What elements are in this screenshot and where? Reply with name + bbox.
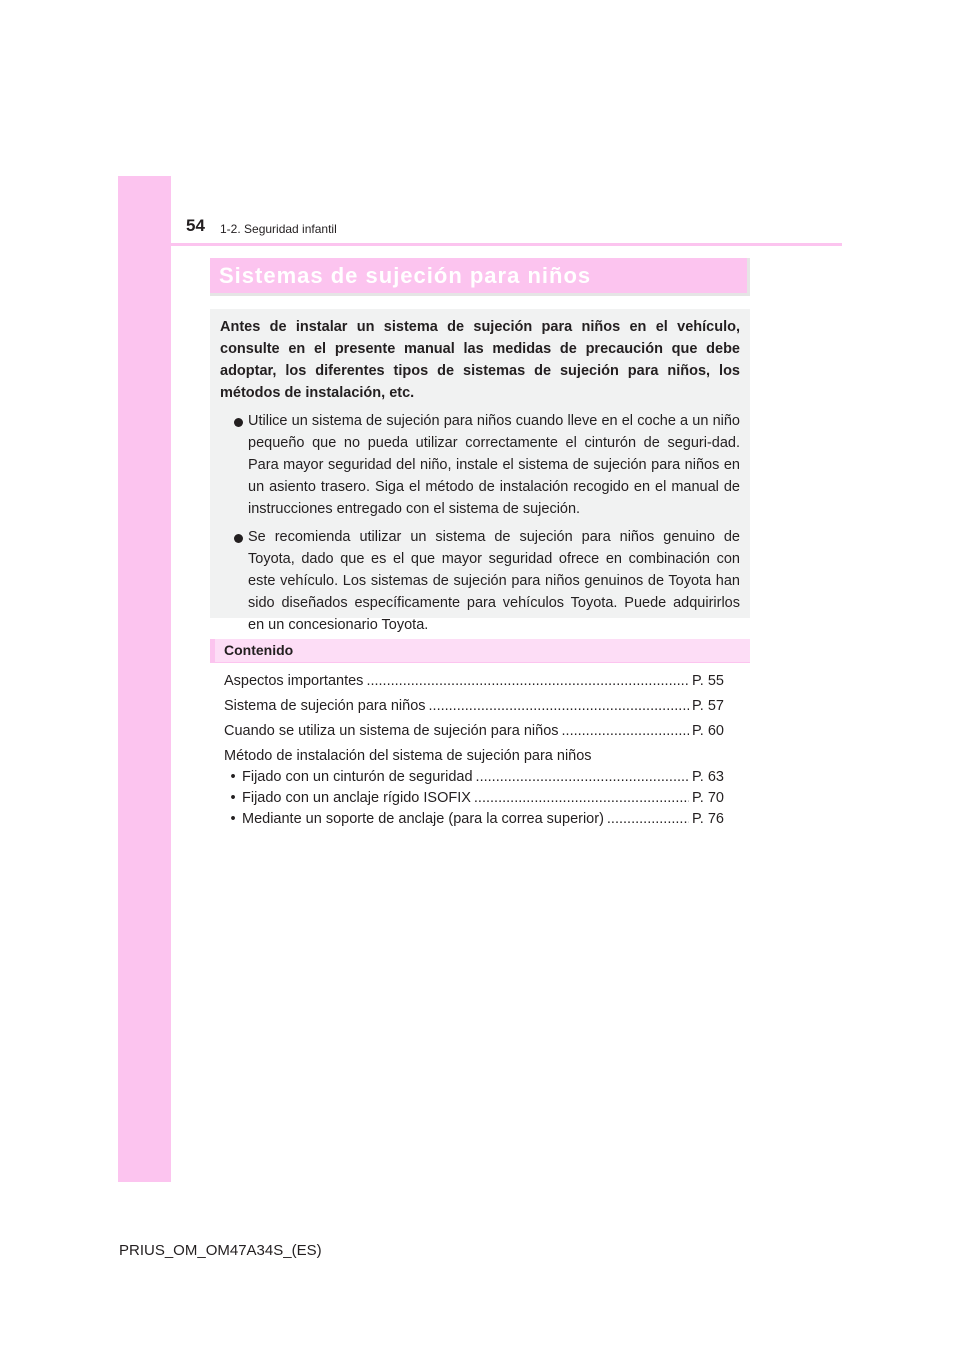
toc-entry-title: Aspectos importantes	[224, 673, 364, 689]
toc-bullet-icon: •	[230, 811, 236, 827]
section-label: 1-2. Seguridad infantil	[220, 222, 337, 236]
bullet-item	[220, 526, 740, 636]
bullet-text: Utilice un sistema de sujeción para niños cuando lleve en el coche a un niño pequeño que no pueda utilizar correctamente el cinturón de seguri-dad. Para mayor seguridad del niño, instale el sistema de sujeción para niños en un asiento trasero. Siga el método de instalación recogido en el manual de instrucciones entregado con el sistema de sujeción.	[248, 413, 740, 517]
toc-bullet-icon: •	[230, 790, 236, 806]
toc-entry-page: P. 55	[692, 673, 724, 689]
toc-bullet-icon: •	[230, 769, 236, 785]
toc-entry-page: P. 70	[692, 790, 724, 806]
toc-leader	[476, 767, 689, 788]
toc-entry-page: P. 60	[692, 723, 724, 739]
intro-text: Antes de instalar un sistema de sujeción para niños en el vehículo, consulte en el presente manual las medidas de precaución que debe adoptar, los diferentes tipos de sistemas de sujeción para niños, los métodos de instalación, etc.	[220, 319, 740, 401]
contents-heading: Contenido	[224, 642, 294, 658]
toc-leader	[562, 721, 689, 742]
toc-entry-page: P. 76	[692, 811, 724, 827]
toc-entry-title: Fijado con un cinturón de seguridad	[242, 769, 473, 785]
toc-entry-title: Mediante un soporte de anclaje (para la correa superior)	[242, 811, 604, 827]
toc-leader	[366, 671, 689, 692]
toc-entry-page: P. 57	[692, 698, 724, 714]
toc-entry-page: P. 63	[692, 769, 724, 785]
toc-sub-entry[interactable]	[224, 788, 724, 809]
toc-sub-entry[interactable]	[224, 767, 724, 788]
title-bar	[210, 258, 750, 296]
toc-entry-title: Cuando se utiliza un sistema de sujeción para niños	[224, 723, 559, 739]
toc-entry-title: Sistema de sujeción para niños	[224, 698, 426, 714]
contents-header	[210, 639, 750, 663]
toc-entry[interactable]	[224, 721, 724, 742]
bullet-dot-icon	[234, 418, 243, 427]
chapter-side-band	[118, 176, 171, 1182]
header-rule	[171, 243, 842, 246]
info-box	[210, 309, 750, 633]
toc-leader	[607, 809, 689, 830]
table-of-contents	[224, 671, 724, 830]
toc-leader	[474, 788, 689, 809]
bullet-text: Se recomienda utilizar un sistema de sujeción para niños genuino de Toyota, dado que es el que mayor seguridad ofrece en combinación con este vehículo. Los sistemas de sujeción para niños genuinos de Toyota han sido diseñados específicamente para vehículos Toyota. Puede adquirirlos en un concesionario Toyota.	[248, 529, 740, 633]
toc-group-heading: Método de instalación del sistema de sujeción para niños	[224, 748, 592, 764]
toc-leader	[429, 696, 689, 717]
bullet-dot-icon	[234, 534, 243, 543]
toc-sub-entry[interactable]	[224, 809, 724, 830]
toc-entry[interactable]	[224, 696, 724, 717]
bullet-item	[220, 410, 740, 520]
toc-entry[interactable]	[224, 671, 724, 692]
document-code-footer: PRIUS_OM_OM47A34S_(ES)	[119, 1242, 322, 1259]
page-number: 54	[186, 216, 205, 235]
page-title: Sistemas de sujeción para niños	[219, 263, 592, 288]
toc-entry-title: Fijado con un anclaje rígido ISOFIX	[242, 790, 471, 806]
